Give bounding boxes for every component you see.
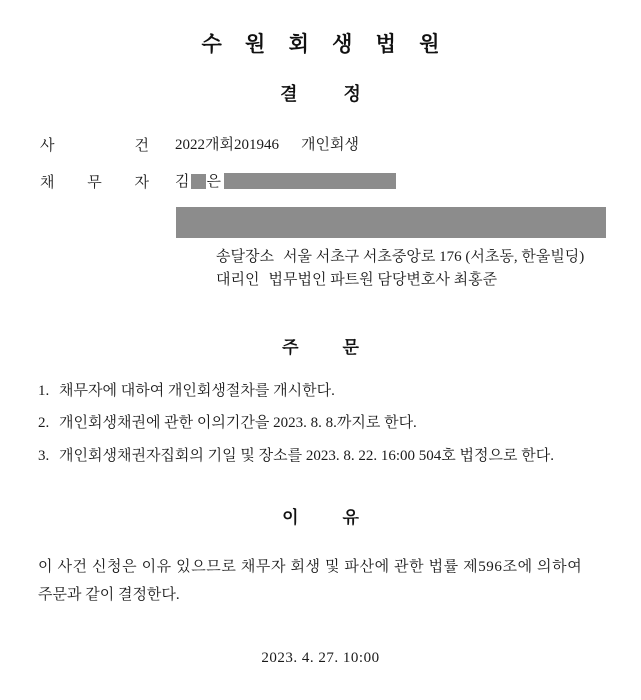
case-label (40, 134, 175, 155)
decision-title (0, 80, 641, 106)
list-item (38, 445, 597, 468)
debtor-row (40, 171, 641, 194)
order-section-heading (0, 333, 641, 358)
reason-paragraph (0, 554, 641, 610)
redaction-block-name-char (191, 174, 206, 189)
order-item-text: 개인회생채권에 관한 이의기간을 2023. 8. 8.까지로 한다. (59, 415, 417, 431)
redaction-block-debtor-detail (224, 173, 396, 189)
order-item-number: 1. (38, 382, 50, 399)
agent-value: 법무법인 파트원 담당변호사 최홍준 (268, 272, 498, 289)
debtor-label-char-2: 무 (87, 174, 102, 191)
case-label-char-2: 건 (134, 138, 149, 154)
order-heading-left: 주 (282, 337, 299, 357)
decision-title-right: 정 (343, 84, 361, 104)
list-item (38, 380, 597, 403)
debtor-surname: 김 (175, 173, 190, 190)
service-address-label: 송달장소 (216, 249, 274, 265)
case-value (175, 134, 641, 157)
field-block (0, 134, 641, 293)
order-list (0, 380, 641, 468)
agent-line (216, 269, 641, 292)
service-info (40, 246, 641, 293)
debtor-value (175, 171, 641, 194)
debtor-label-char-3: 자 (134, 174, 149, 191)
order-item-number: 3. (38, 447, 50, 464)
redaction-block-address (176, 207, 606, 238)
order-item-number: 2. (38, 415, 50, 431)
order-item-text: 채무자에 대하여 개인회생절차를 개시한다. (59, 382, 335, 399)
reason-heading-right: 유 (342, 508, 359, 527)
debtor-label-char-1: 채 (40, 174, 55, 191)
date-line: 2023. 4. 27. 10:00 (261, 650, 380, 666)
reason-heading-left: 이 (282, 508, 299, 527)
case-number: 2022개회201946 (175, 137, 279, 153)
case-label-char-1: 사 (40, 138, 55, 154)
case-type: 개인회생 (300, 137, 359, 153)
reason-line-1: 이 사건 신청은 이유 있으므로 채무자 회생 및 파산에 관한 법률 제596조에 의하여 (38, 559, 583, 575)
debtor-given-partial: 은 (206, 173, 221, 190)
reason-section-heading (0, 503, 641, 528)
reason-line-2: 주문과 같이 결정한다. (38, 586, 180, 603)
case-row (40, 134, 641, 157)
order-item-text: 개인회생채권자집회의 기일 및 장소를 2023. 8. 22. 16:00 504호 법정으로 한다. (59, 447, 554, 464)
service-address-value: 서울 서초구 서초중앙로 176 (서초동, 한울빌딩) (282, 249, 585, 265)
list-item (38, 412, 597, 435)
decision-title-left: 결 (280, 84, 298, 104)
agent-label: 대리인 (216, 272, 260, 289)
court-title: 수 원 회 생 법 원 (201, 32, 449, 56)
debtor-label (40, 171, 175, 192)
document-page (0, 28, 641, 700)
order-heading-right: 문 (342, 337, 359, 357)
service-address-line (216, 246, 641, 269)
